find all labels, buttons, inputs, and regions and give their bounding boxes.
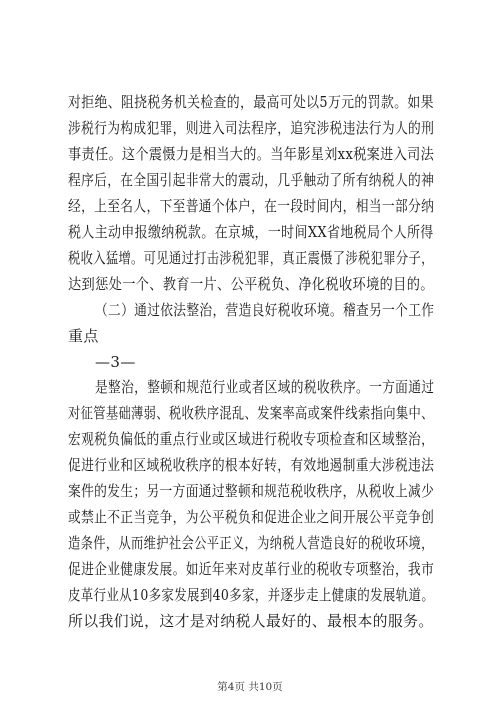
text-line: 经，上至名人，下至普通个体户，在一段时间内，相当一部分纳 — [68, 197, 435, 215]
page-footer: 第4页 共10页 — [217, 681, 283, 693]
text-line: 程序后，在全国引起非常大的震动，几乎触动了所有纳税人的神 — [68, 171, 435, 189]
section-heading: （二）通过依法整治，营造良好税收环境。稽查另一个工作 — [95, 301, 435, 319]
text-line: 对征管基础薄弱、税收秩序混乱、发案率高或案件线索指向集中、 — [68, 404, 434, 422]
text-line: 事责任。这个震慑力是相当大的。当年影星刘xx税案进入司法 — [68, 145, 435, 163]
page-marker: —3— — [95, 353, 136, 371]
text-line: 促进行业和区域税收秩序的根本好转，有效地遏制重大涉税违法 — [68, 456, 435, 474]
text-line: 或禁止不正当竞争，为公平税负和促进企业之间开展公平竞争创 — [68, 508, 435, 526]
text-line: 造条件，从而维护社会公平正义，为纳税人营造良好的税收环境， — [68, 534, 434, 552]
text-line: 是整治，整顿和规范行业或者区域的税收秩序。一方面通过 — [95, 378, 435, 396]
text-line: 税人主动申报缴纳税款。在京城，一时间XX省地税局个人所得 — [68, 223, 434, 241]
text-line: 重点 — [68, 327, 99, 345]
text-line: 对拒绝、阻挠税务机关检查的，最高可处以5万元的罚款。如果 — [68, 93, 434, 111]
text-line: 涉税行为构成犯罪，则进入司法程序，追究涉税违法行为人的刑 — [68, 119, 435, 137]
text-line: 案件的发生；另一方面通过整顿和规范税收秩序，从税收上减少 — [68, 482, 435, 500]
text-line: 促进企业健康发展。如近年来对皮革行业的税收专项整治，我市 — [68, 560, 435, 578]
text-line: 所以我们说，这才是对纳税人最好的、最根本的服务。 — [68, 612, 434, 630]
text-line: 宏观税负偏低的重点行业或区域进行税收专项检查和区域整治， — [68, 430, 435, 448]
text-line: 皮革行业从10多家发展到40多家，并逐步走上健康的发展轨道。 — [68, 586, 435, 604]
text-line: 税收入猛增。可见通过打击涉税犯罪，真正震慑了涉税犯罪分子， — [68, 249, 434, 267]
text-line: 达到惩处一个、教育一片、公平税负、净化税收环境的目的。 — [68, 275, 434, 293]
